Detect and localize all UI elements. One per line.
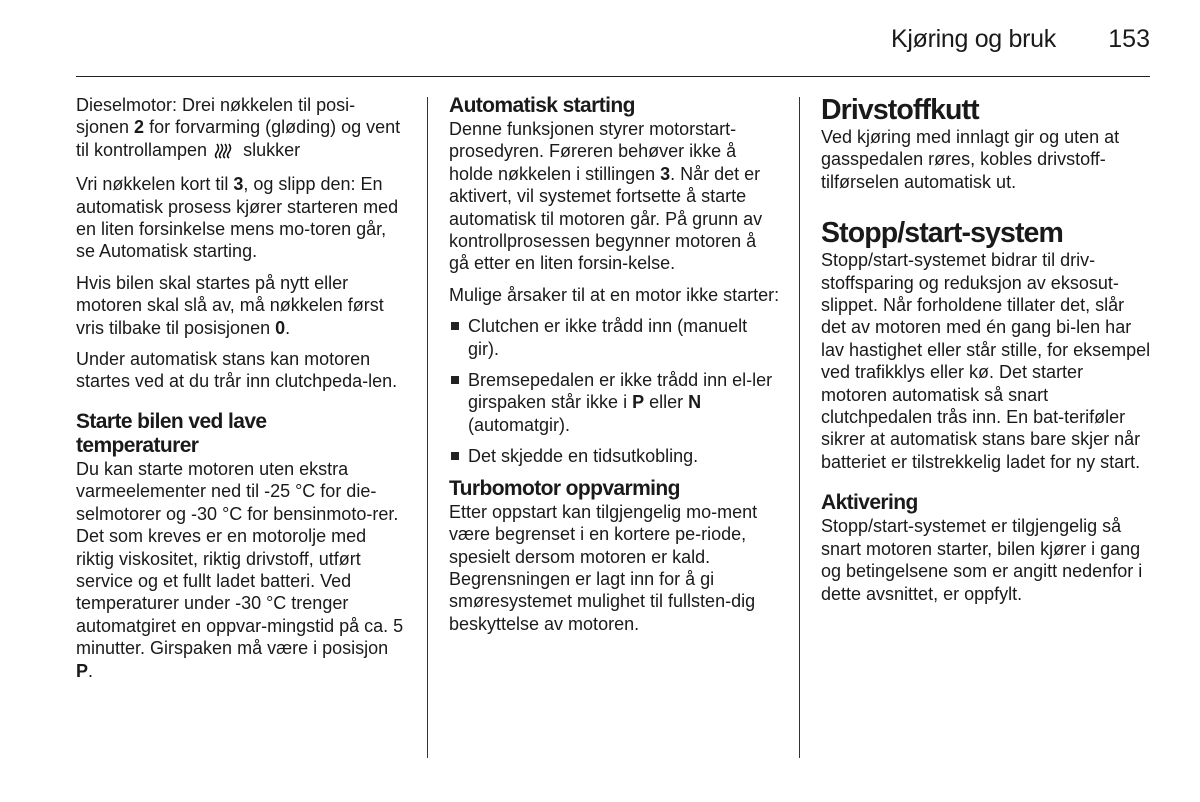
heading-cold-start	[76, 410, 408, 458]
column-left	[76, 94, 408, 691]
paragraph	[76, 272, 408, 339]
text: (automatgir).	[468, 414, 571, 435]
paragraph: Under automatisk stans kan motoren startes ved at du trår inn clutchpeda-len.	[76, 349, 398, 392]
gear-position: N	[688, 392, 702, 413]
text: , og slipp den: En automatisk prosess kjører starteren med en liten forsinkelse mens mo-toren går, se Automatisk starting.	[76, 174, 399, 262]
column-divider	[799, 97, 800, 758]
heading-activation: Aktivering	[821, 491, 918, 515]
paragraph	[76, 458, 408, 682]
page-header	[76, 0, 1150, 77]
key-position: 2	[134, 117, 145, 138]
paragraph: Stopp/start-systemet bidrar til driv-stoffsparing og reduksjon av eksosut-slippet. Når forholdene tillater det, slår det av motoren med én gang bi-len har lav hastighet eller står stille, for eksempel ved trafikklys eller kø. Det starter motoren automatisk så snart clutchpedalen trås inn. En bat-teriføler sikrer at automatisk stans bare skjer når batteriet er tilstrekkelig ladet for ny start.	[821, 250, 1151, 472]
text: slukker	[238, 139, 301, 160]
paragraph: Etter oppstart kan tilgjengelig mo-ment være begrenset i en kortere pe-riode, spesielt dersom motoren er kald. Begrensningen er lagt inn for å gi smøresystemet mulighet til fullsten-dig beskyttelse av motoren.	[449, 501, 758, 634]
heading-stop-start: Stopp/start-system	[821, 217, 1063, 250]
paragraph	[76, 173, 408, 263]
page-number: 153	[1108, 25, 1150, 53]
column-right	[821, 94, 1153, 614]
glow-plug-icon	[214, 142, 236, 164]
text: Hvis bilen skal startes på nytt eller motoren skal slå av, må nøkkelen først vris tilbake til posisjonen	[76, 272, 384, 338]
gear-position: P	[632, 392, 645, 413]
section-title: Kjøring og bruk	[890, 25, 1056, 53]
column-divider	[427, 97, 428, 758]
key-position: 3	[233, 174, 244, 195]
text: for forvarming (gløding) og vent til kontrollampen	[76, 117, 401, 160]
heading-automatic-start: Automatisk starting	[449, 94, 635, 117]
paragraph: Ved kjøring med innlagt gir og uten at gasspedalen røres, kobles drivstoff-tilførselen automatisk ut.	[821, 127, 1120, 192]
paragraph	[449, 118, 781, 275]
paragraph: Stopp/start-systemet er tilgjengelig så snart motoren starter, bilen kjører i gang og betingelsene som er angitt nedenfor i dette avsnittet, er oppfylt.	[821, 516, 1143, 604]
heading-fuel-cutoff: Drivstoffkutt	[821, 94, 979, 126]
text: .	[285, 317, 291, 338]
list-item: Det skjedde en tidsutkobling.	[449, 445, 781, 467]
text: . Når det er aktivert, vil systemet fortsette å starte automatisk til motoren går. På grunn av kontrollprosessen begynner motoren å gå etter en liten forsin-kelse.	[449, 163, 763, 274]
paragraph: Mulige årsaker til at en motor ikke starter:	[449, 284, 780, 305]
text: Dieselmotor: Drei nøkkelen til posi-sjonen	[76, 95, 356, 138]
text: Vri nøkkelen kort til	[76, 174, 234, 195]
text: Bremsepedalen er ikke trådd inn el-ler girspaken står ikke i	[468, 370, 773, 413]
column-middle	[449, 94, 781, 644]
heading-turbo-warmup: Turbomotor oppvarming	[449, 476, 680, 500]
list-item: Clutchen er ikke trådd inn (manuelt gir).	[449, 315, 781, 360]
key-position: 0	[275, 317, 286, 338]
heading-line: temperaturer	[76, 433, 199, 457]
list-item	[449, 369, 781, 436]
key-position: 3	[660, 163, 671, 184]
text: Denne funksjonen styrer motorstart-prosedyren. Føreren behøver ikke å holde nøkkelen i stillingen	[449, 119, 737, 184]
paragraph	[76, 94, 408, 164]
heading-line: Starte bilen ved lave	[76, 409, 267, 433]
text: eller	[644, 392, 689, 413]
text: .	[88, 660, 94, 681]
gear-position: P	[76, 660, 89, 681]
text: Du kan starte motoren uten ekstra varmeelementer ned til -25 °C for die-selmotorer og -30 °C for bensinmoto-rer. Det som kreves er en motorolje med riktig viskositet, riktig drivstoff, utført service og et fullt ladet batteri. Ved temperaturer under -30 °C trenger automatgiret en oppvar-mingstid på ca. 5 minutter. Girspaken må være i posisjon	[76, 458, 404, 659]
bullet-list	[449, 315, 781, 467]
